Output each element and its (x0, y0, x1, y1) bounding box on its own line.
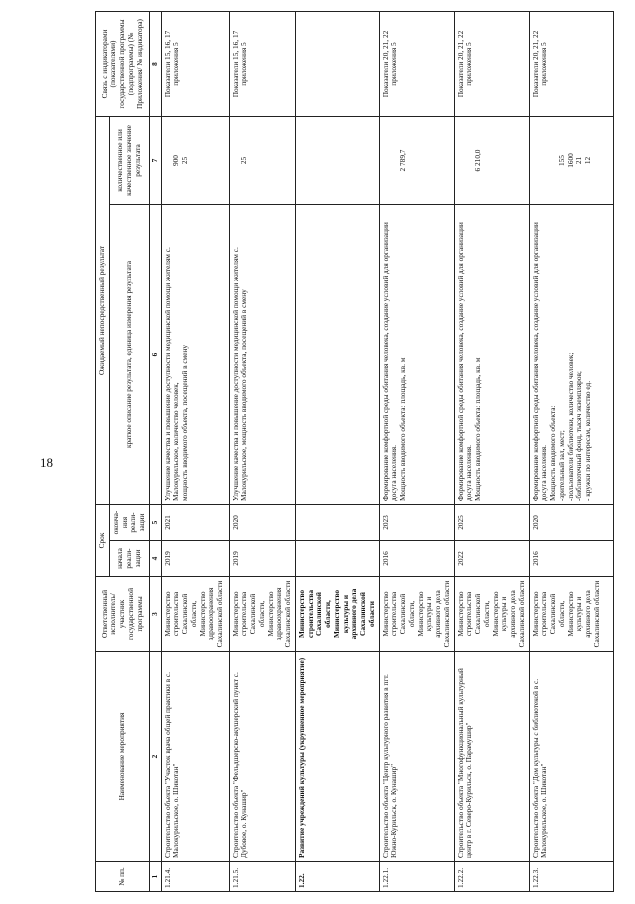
indicator-link: Показатели 15, 16, 17 приложения 5 (229, 12, 295, 117)
header-name: Наименование мероприятия (96, 652, 150, 862)
indicator-link: Показатели 15, 16, 17 приложения 5 (161, 12, 229, 117)
table-row (529, 12, 613, 892)
table-row (379, 12, 454, 892)
responsible-executor: Министерство строительства Сахалинской области, Министерство культуры и архивного дела Сахалинской области (379, 577, 454, 652)
column-number: 2 (149, 652, 161, 862)
indicator-link (295, 12, 379, 117)
responsible-executor: Министерство строительства Сахалинской области, Министерство культуры и архивного дела Сахалинской области (454, 577, 529, 652)
result-value: 2 789,7 (379, 117, 454, 205)
row-number: 1.22. (295, 862, 379, 892)
measure-name: Строительство объекта "Центр культурного развития в пгт. Южно-Курильск, о. Кунашир" (379, 652, 454, 862)
column-number: 7 (149, 117, 161, 205)
start-year: 2019 (229, 541, 295, 577)
start-year: 2016 (529, 541, 613, 577)
measure-name: Развитие учреждений культуры (укрупненное мероприятие) (295, 652, 379, 862)
start-year: 2019 (161, 541, 229, 577)
header-result-value: количественное или качественное значение результата (109, 117, 149, 205)
end-year: 2020 (229, 505, 295, 541)
row-number: 1.22.1. (379, 862, 454, 892)
header-responsible: Ответственный исполнитель/участник государственной программы (96, 577, 150, 652)
row-number: 1.22.3. (529, 862, 613, 892)
measures-table (95, 11, 614, 892)
result-value: 6 210,0 (454, 117, 529, 205)
column-number: 3 (149, 577, 161, 652)
end-year (295, 505, 379, 541)
result-description: Улучшение качества и повышение доступности медицинской помощи жителям с. Малокурильское, мощность вводимого объекта, посещений в смену (229, 205, 295, 505)
result-value (295, 117, 379, 205)
table-row (161, 12, 229, 892)
indicator-link: Показатели 20, 21, 22 приложения 5 (379, 12, 454, 117)
column-number: 8 (149, 12, 161, 117)
result-value: 25 (229, 117, 295, 205)
header-result: Ожидаемый непосредственный результат (96, 117, 110, 505)
rotated-table-container (87, 0, 627, 904)
end-year: 2021 (161, 505, 229, 541)
row-number: 1.21.4. (161, 862, 229, 892)
end-year: 2023 (379, 505, 454, 541)
header-num: № пп. (96, 862, 150, 892)
start-year: 2016 (379, 541, 454, 577)
result-description (295, 205, 379, 505)
result-description: Формирование комфортной среды обитания человека, создание условий для организации досуга населения. Мощность вводимого объекта: площадь, кв. м (379, 205, 454, 505)
result-description: Формирование комфортной среды обитания человека, создание условий для организации досуга населения. Мощность вводимого объекта: площадь, кв. м (454, 205, 529, 505)
column-number: 5 (149, 505, 161, 541)
indicator-link: Показатели 20, 21, 22 приложения 5 (454, 12, 529, 117)
page-number: 18 (40, 455, 53, 470)
start-year (295, 541, 379, 577)
end-year: 2025 (454, 505, 529, 541)
row-number: 1.22.2. (454, 862, 529, 892)
measure-name: Строительство объекта "Участок врача общей практики в с. Малокурильское, о. Шикотан" (161, 652, 229, 862)
header-end: оконча- ния реали- зации (109, 505, 149, 541)
header-indicator-link: Связь с индикаторами (показателями) государственной программы (подпрограммы) (№ Приложения/ № индикатора) (96, 12, 150, 117)
table-row (295, 12, 379, 892)
table-row (229, 12, 295, 892)
column-number: 6 (149, 205, 161, 505)
column-number: 1 (149, 862, 161, 892)
result-value: 155 1600 21 12 (529, 117, 613, 205)
responsible-executor: Министерство строительства Сахалинской области, Министерство здравоохранения Сахалинской области (161, 577, 229, 652)
result-description: Улучшение качества и повышение доступности медицинской помощи жителям с. Малокурильское, количество человек, мощность вводимого объекта, посещений в смену (161, 205, 229, 505)
header-result-description: краткое описание результата, единица измерения результата (109, 205, 149, 505)
responsible-executor: Министерство строительства Сахалинской области, Министерство культуры и архивного дела Сахалинской области (529, 577, 613, 652)
row-number: 1.21.5. (229, 862, 295, 892)
responsible-executor: Министерство строительства Сахалинской области, Министерство здравоохранения Сахалинской области (229, 577, 295, 652)
result-description: Формирование комфортной среды обитания человека, создание условий для организации досуга населения. Мощность вводимого объекта: -зрительный зал, мест; -пользователи библиотеки, количество человек; -библиотечный фонд, тысяч экземпляров; - кружки по интересам, количество ед. (529, 205, 613, 505)
indicator-link: Показатели 20, 21, 22 приложения 5 (529, 12, 613, 117)
measure-name: Строительство объекта "Дом культуры с библиотекой в с. Малокурильское, о. Шикотан" (529, 652, 613, 862)
measure-name: Строительство объекта "Многофункциональный культурный центр в г. Северо-Курильск, о. Парамушир" (454, 652, 529, 862)
column-number: 4 (149, 541, 161, 577)
measure-name: Строительство объекта "Фельдшерско-акушерский пункт с. Дубовое, о. Кунашир" (229, 652, 295, 862)
header-start: начала реали- зации (109, 541, 149, 577)
responsible-executor: Министерство строительства Сахалинской области, Министерство культуры и архивного дела Сахалинской области (295, 577, 379, 652)
end-year: 2020 (529, 505, 613, 541)
column-number-row (149, 12, 161, 892)
table-row (454, 12, 529, 892)
header-term: Срок (96, 505, 110, 577)
start-year: 2022 (454, 541, 529, 577)
result-value: 900 25 (161, 117, 229, 205)
